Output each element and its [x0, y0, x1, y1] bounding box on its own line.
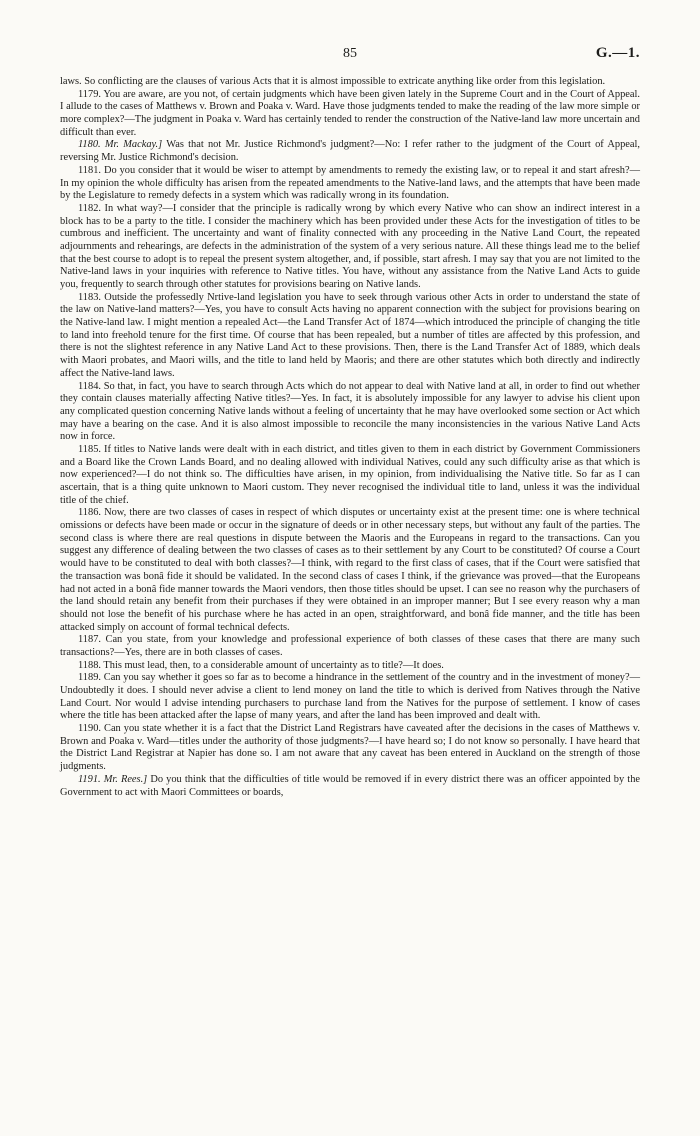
paragraph-text: 1188. This must lead, then, to a considerable amount of uncertainty as to title?—It does.: [78, 659, 444, 671]
speaker-label: 1191. Mr. Rees.]: [78, 773, 148, 785]
paragraph: [60, 634, 640, 659]
speaker-label: 1180. Mr. Mackay.]: [78, 139, 163, 151]
paragraph: [60, 292, 640, 381]
paragraph-text: Was that not Mr. Justice Richmond's judgment?—No: I refer rather to the judgment of the Court of Appeal, reversing Mr. Justice Richmond's decision.: [60, 139, 640, 164]
paragraph-text: 1183. Outside the professedly Nrtive-land legislation you have to seek through various other Acts in order to understand the state of the law on Native-land matters?—Yes, you have to consult Acts having no apparent connection with the subject for provisions bearing on the Native-land law. I might mention a repealed Act—the Land Transfer Act of 1874—which introduced the principle of changing the title to land into freehold tenure for the first time. Of course that has been repealed, but a number of titles are affected by this profession, and there is not the slightest reference in any Native Land Act to these provisions. Then, there is the Land Transfer Act of 1889, which deals with Maori probates, and Maori wills, and the title to land held by Maoris; and there are other statutes which both directly and indirectly affect the Native-land laws.: [60, 291, 640, 379]
document-reference: G.—1.: [595, 45, 640, 61]
page-number: 85: [343, 46, 357, 61]
body-text: [60, 76, 640, 799]
paragraph-text: 1185. If titles to Native lands were dealt with in each district, and titles given to them in each district by Government Commissioners and a Board like the Crown Lands Board, and no dealing allowed with individual Natives, could any such difficulty arise as that which is now experienced?—I do not think so. The difficulties have arisen, in my opinion, from individualising the Native title. So far as I can ascertain, that is a thing quite unknown to Maori custom. They never recognised the individual title to land, unless it was the individual title of the chief.: [60, 443, 640, 506]
paragraph: [60, 165, 640, 203]
paragraph-text: 1189. Can you say whether it goes so far as to become a hindrance in the settlement of the country and in the investment of money?—Undoubtedly it does. I should never advise a client to lend money on land the title to which is derived from Natives through the Native Land Court. Nor would I advise intending purchasers to purchase land from the Natives for the purpose of settlement. I know of cases where the title has been attacked after the lapse of many years, and after the land has been improved and dealt with.: [60, 672, 640, 722]
paragraph-text: 1186. Now, there are two classes of cases in respect of which disputes or uncertainty exist at the present time: one is where technical omissions or defects have been made or occur in the signature of deeds or in other necessary steps, but without any fault of the parties. The second class is where there are real questions in dispute between the Maoris and the Europeans in regard to the transactions. Can you suggest any difference of dealing between the two classes of cases as to their settlement by any Court to be constituted? Of course a Court would have to be constituted to deal with both classes?—I think, with regard to the first class of cases, that if the Court were satisfied that the transaction was bonâ fide it should be validated. In the second class of cases I think, if the grievance was proved—that the Europeans had not acted in a bonâ fide manner towards the Maori vendors, then those titles should be upset. I can see no reason why the purchasers of the land should retain any benefit from their purchases if they were obtained in an improper manner; But I see every reason why a man should not lose the benefit of his purchase where he has acted in an open, straightforward, and bonâ fide manner, and the title has been attacked simply on account of formal technical defects.: [60, 507, 640, 633]
paragraph-text: 1181. Do you consider that it would be wiser to attempt by amendments to remedy the existing law, or to repeal it and start afresh?—In my opinion the whole difficulty has arisen from the repeated amendments to the Native-land laws, and the attempts that have been made by the Legislature to remedy defects in a system which was radically wrong in its foundation.: [60, 164, 640, 202]
paragraph: [60, 660, 640, 673]
paragraph-text: 1190. Can you state whether it is a fact that the District Land Registrars have caveated after the decisions in the cases of Matthews v. Brown and Poaka v. Ward—titles under the authority of those judgments?—I have heard so; I do not know so personally. I have heard that the District Land Registrar at Napier has done so. I am not aware that any caveat has been entered in Auckland on the strength of those judgments.: [60, 723, 640, 773]
paragraph-text: 1187. Can you state, from your knowledge and professional experience of both classes of these cases that there are many such transactions?—Yes, there are in both classes of cases.: [60, 634, 640, 658]
paragraph: [60, 444, 640, 507]
paragraph-text: 1179. You are aware, are you not, of certain judgments which have been given lately in the Supreme Court and in the Court of Appeal. I allude to the cases of Matthews v. Brown and Poaka v. Ward. Have those judgments tended to make the reading of the law more simple or more complex?—The judgment in Poaka v. Ward has certainly tended to render the construction of the Native-land law more uncertain and difficult than ever.: [60, 88, 640, 138]
paragraph: [60, 507, 640, 634]
paragraph-text: Do you think that the difficulties of title would be removed if in every district there was an officer appointed by the Government to act with Maori Committees or boards,: [60, 773, 641, 798]
paragraph: [60, 76, 640, 89]
paragraph: [60, 203, 640, 292]
paragraph: [60, 139, 640, 164]
page-header: [60, 46, 640, 76]
paragraph: [60, 723, 640, 774]
paragraph: [60, 672, 640, 723]
paragraph-text: 1182. In what way?—I consider that the principle is radically wrong by which every Native who can show an indirect interest in a block has to be a party to the title. I consider the machinery which has been provided under these Acts for the investigation of titles to be cumbrous and inefficient. The uncertainty and want of finality connected with any proceeding in the Native Land Court, the repeated adjournments and rehearings, are defects in the administration of the system of a very serious nature. All these things lead me to the belief that the best course to adopt is to repeal the present system altogether, and, if possible, start afresh. I may say that you are not limited to the Native-land laws in your inquiries with reference to Native titles. You have, without any assistance from the Native Land Acts to guide you, frequently to search through other statutes for provisions bearing on Native lands.: [60, 202, 640, 290]
paragraph-text: laws. So conflicting are the clauses of various Acts that it is almost impossible to extricate anything like order from this legislation.: [60, 76, 606, 87]
paragraph: [60, 774, 640, 799]
paragraph: [60, 89, 640, 140]
paragraph: [60, 381, 640, 444]
paragraph-text: 1184. So that, in fact, you have to search through Acts which do not appear to deal with Native land at all, in order to find out whether they contain clauses materially affecting Native titles?—Yes. In fact, it is absolutely impossible for any lawyer to advise his client upon any complicated question concerning Native lands without a feeling of uncertainty that he may have overlooked some section or Act which may have a bearing on the case. And it is also almost impossible to reconcile the many inconsistencies in the various Native Land Acts now in force.: [60, 380, 640, 443]
